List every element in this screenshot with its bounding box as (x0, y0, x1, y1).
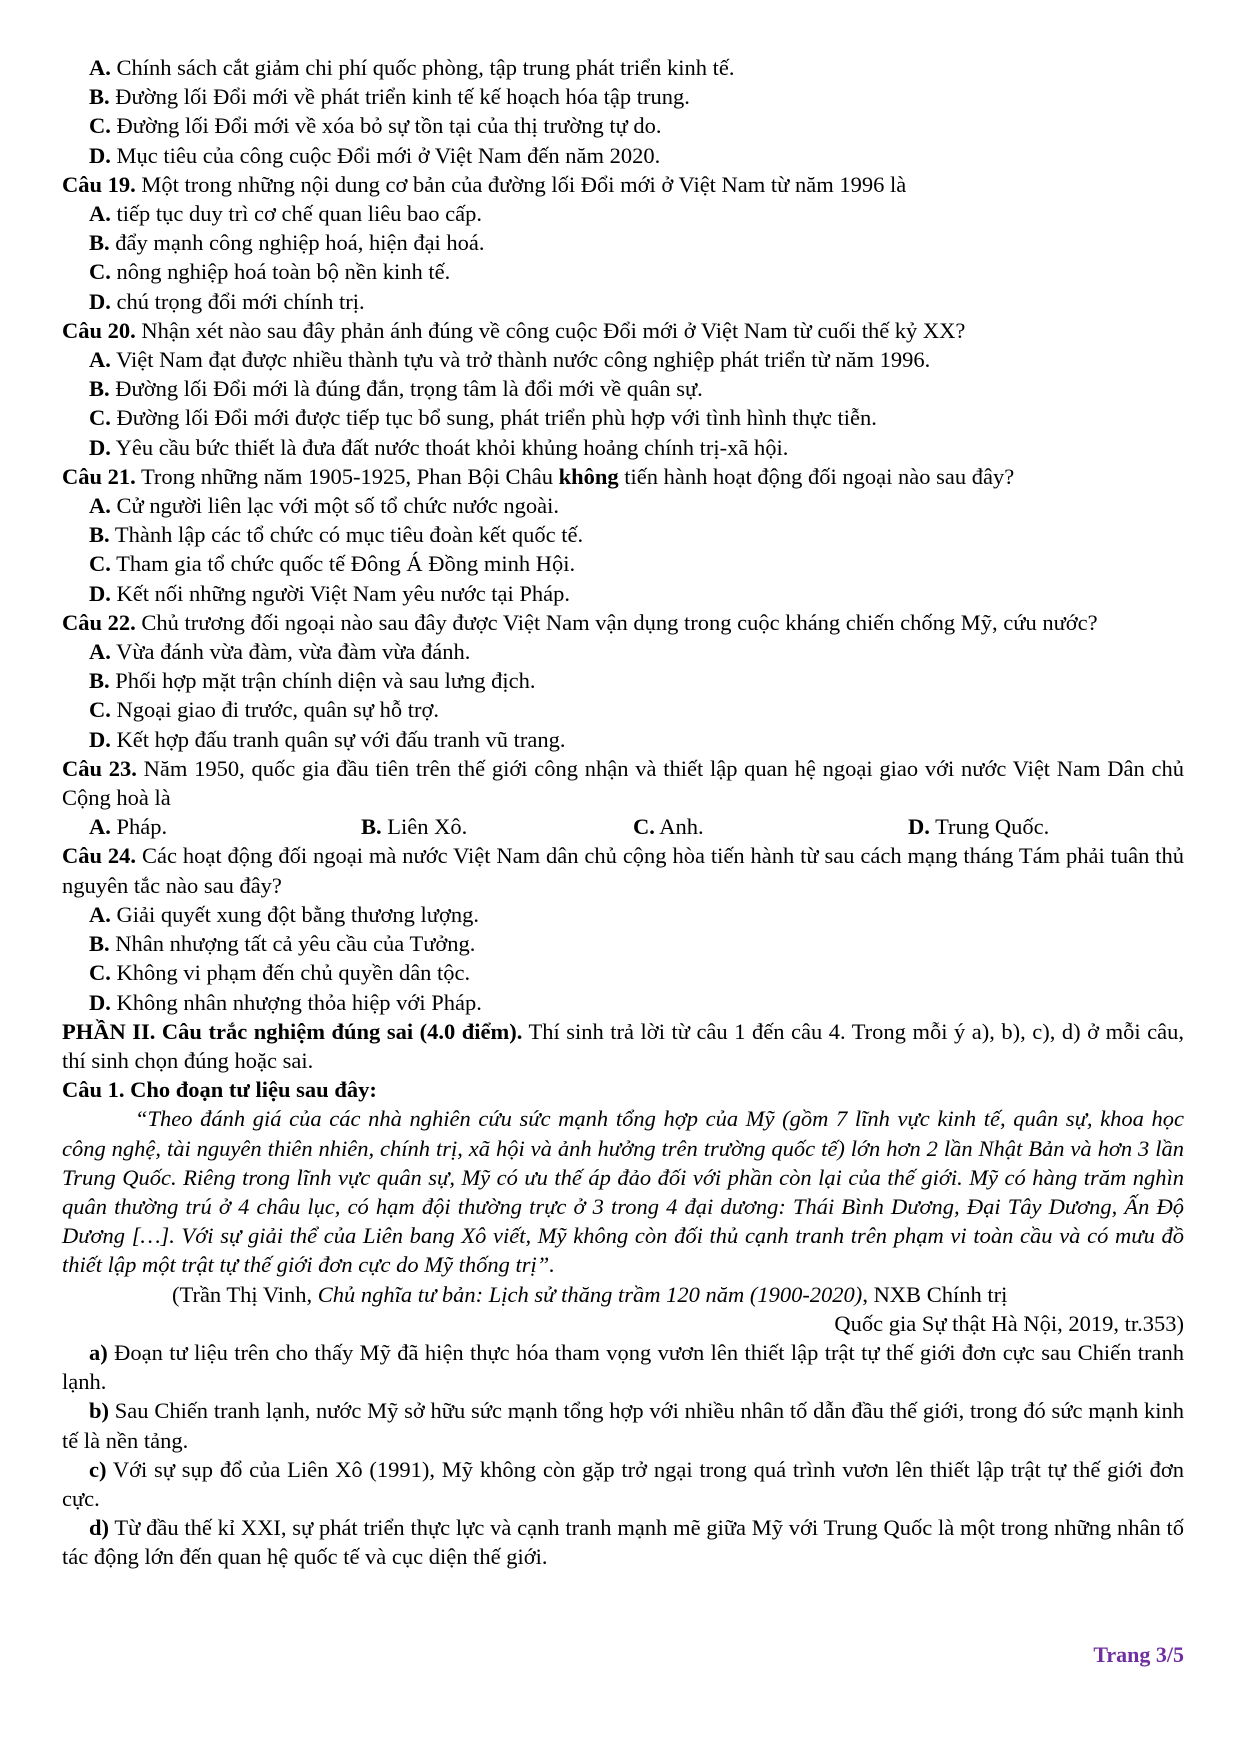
q21-stem: Câu 21. Trong những năm 1905-1925, Phan Bội Châu không tiến hành hoạt động đối ngoại nào sau đây? (62, 463, 1015, 489)
part2-heading: PHẦN II. Câu trắc nghiệm đúng sai (4.0 điểm). Thí sinh trả lời từ câu 1 đến câu 4. Trong mỗi ý a), b), c), d) ở mỗi câu, thí sinh chọn đúng hoặc sai. (62, 1018, 1184, 1073)
p2q1-statement-b: b) Sau Chiến tranh lạnh, nước Mỹ sở hữu sức mạnh tổng hợp với nhiều nhân tố dẫn đầu thế giới, trong đó sức mạnh kinh tế là nền tảng. (62, 1398, 1184, 1453)
q20-stem: Câu 20. Nhận xét nào sau đây phản ánh đúng về công cuộc Đổi mới ở Việt Nam từ cuối thế kỷ XX? (62, 317, 966, 343)
q23-options-row (62, 812, 1184, 841)
q24-option-b: B. Nhân nhượng tất cả yêu cầu của Tưởng. (89, 931, 476, 957)
p2q1-quote: “Theo đánh giá của các nhà nghiên cứu sức mạnh tổng hợp của Mỹ (gồm 7 lĩnh vực kinh tế, quân sự, khoa học công nghệ, tài nguyên thiên nhiên, chính trị, xã hội và ảnh hưởng trên trường quốc tế) lớn hơn 2 lần Nhật Bản và hơn 3 lần Trung Quốc. Riêng trong lĩnh vực quân sự, Mỹ có ưu thế áp đảo đối với phần còn lại của thế giới. Mỹ có hàng trăm nghìn quân thường trú ở 4 châu lục, có hạm đội thường trực ở 3 trong 4 đại dương: Thái Bình Dương, Đại Tây Dương, Ấn Độ Dương […]. Với sự giải thể của Liên bang Xô viết, Mỹ không còn đối thủ cạnh tranh trên phạm vi toàn cầu và có mưu đồ thiết lập một trật tự thế giới đơn cực do Mỹ thống trị”. (62, 1106, 1184, 1278)
q19-option-c: C. nông nghiệp hoá toàn bộ nền kinh tế. (89, 259, 451, 285)
q19-option-d: D. chú trọng đổi mới chính trị. (89, 288, 365, 314)
p2q1-source-line1: (Trần Thị Vinh, Chủ nghĩa tư bản: Lịch sử thăng trầm 120 năm (1900-2020), NXB Chính trị (172, 1281, 1008, 1307)
q22-option-d: D. Kết hợp đấu tranh quân sự với đấu tranh vũ trang. (89, 726, 566, 752)
q18-option-d: D. Mục tiêu của công cuộc Đổi mới ở Việt Nam đến năm 2020. (89, 142, 661, 168)
q21-option-c: C. Tham gia tổ chức quốc tế Đông Á Đồng minh Hội. (89, 551, 576, 577)
p2q1-statement-d: d) Từ đầu thế kỉ XXI, sự phát triển thực lực và cạnh tranh mạnh mẽ giữa Mỹ với Trung Quốc là một trong những nhân tố tác động lớn đến quan hệ quốc tế và cục diện thế giới. (62, 1515, 1184, 1570)
page-number: Trang 3/5 (1093, 1642, 1184, 1667)
q18-option-a: A. Chính sách cắt giảm chi phí quốc phòng, tập trung phát triển kinh tế. (89, 55, 735, 80)
q22-stem: Câu 22. Chủ trương đối ngoại nào sau đây được Việt Nam vận dụng trong cuộc kháng chiến chống Mỹ, cứu nước? (62, 609, 1098, 635)
q23-option-a: A. Pháp. (89, 814, 168, 840)
q19-option-b: B. đẩy mạnh công nghiệp hoá, hiện đại hoá. (89, 230, 485, 256)
q19-stem: Câu 19. Một trong những nội dung cơ bản của đường lối Đổi mới ở Việt Nam từ năm 1996 là (62, 171, 907, 197)
q24-stem: Câu 24. Các hoạt động đối ngoại mà nước Việt Nam dân chủ cộng hòa tiến hành từ sau cách mạng tháng Tám phải tuân thủ nguyên tắc nào sau đây? (62, 843, 1185, 898)
q23-option-c: C. Anh. (633, 814, 704, 840)
q21-option-b: B. Thành lập các tổ chức có mục tiêu đoàn kết quốc tế. (89, 522, 584, 548)
q19-option-a: A. tiếp tục duy trì cơ chế quan liêu bao cấp. (89, 201, 483, 227)
q24-option-d: D. Không nhân nhượng thỏa hiệp với Pháp. (89, 989, 482, 1015)
q18-option-c: C. Đường lối Đổi mới về xóa bỏ sự tồn tại của thị trường tự do. (89, 113, 662, 139)
q23-option-b: B. Liên Xô. (361, 814, 468, 840)
p2q1-heading: Câu 1. Cho đoạn tư liệu sau đây: (62, 1077, 377, 1103)
q21-option-a: A. Cử người liên lạc với một số tổ chức nước ngoài. (89, 493, 560, 519)
q23-stem: Câu 23. Năm 1950, quốc gia đầu tiên trên thế giới công nhận và thiết lập quan hệ ngoại giao với nước Việt Nam Dân chủ Cộng hoà là (62, 755, 1185, 811)
q22-option-b: B. Phối hợp mặt trận chính diện và sau lưng địch. (89, 668, 536, 694)
q20-option-d: D. Yêu cầu bức thiết là đưa đất nước thoát khỏi khủng hoảng chính trị-xã hội. (89, 434, 789, 460)
exam-page (62, 53, 1184, 1572)
p2q1-statement-c: c) Với sự sụp đổ của Liên Xô (1991), Mỹ không còn gặp trở ngại trong quá trình vươn lên thiết lập trật tự thế giới đơn cực. (62, 1456, 1184, 1511)
q22-option-a: A. Vừa đánh vừa đàm, vừa đàm vừa đánh. (89, 639, 471, 665)
q20-option-c: C. Đường lối Đổi mới được tiếp tục bổ sung, phát triển phù hợp với tình hình thực tiễn. (89, 405, 877, 431)
q20-option-a: A. Việt Nam đạt được nhiều thành tựu và trở thành nước công nghiệp phát triển từ năm 1996. (89, 347, 931, 373)
q21-option-d: D. Kết nối những người Việt Nam yêu nước tại Pháp. (89, 580, 571, 606)
q20-option-b: B. Đường lối Đổi mới là đúng đắn, trọng tâm là đổi mới về quân sự. (89, 376, 703, 402)
q22-option-c: C. Ngoại giao đi trước, quân sự hỗ trợ. (89, 697, 440, 723)
p2q1-statement-a: a) Đoạn tư liệu trên cho thấy Mỹ đã hiện thực hóa tham vọng vươn lên thiết lập trật tự thế giới đơn cực sau Chiến tranh lạnh. (62, 1339, 1184, 1395)
q23-option-d: D. Trung Quốc. (908, 814, 1050, 840)
p2q1-source-line2: Quốc gia Sự thật Hà Nội, 2019, tr.353) (834, 1310, 1184, 1336)
q24-option-a: A. Giải quyết xung đột bằng thương lượng. (89, 901, 480, 927)
q18-option-b: B. Đường lối Đổi mới về phát triển kinh tế kế hoạch hóa tập trung. (89, 84, 690, 110)
q24-option-c: C. Không vi phạm đến chủ quyền dân tộc. (89, 960, 471, 986)
